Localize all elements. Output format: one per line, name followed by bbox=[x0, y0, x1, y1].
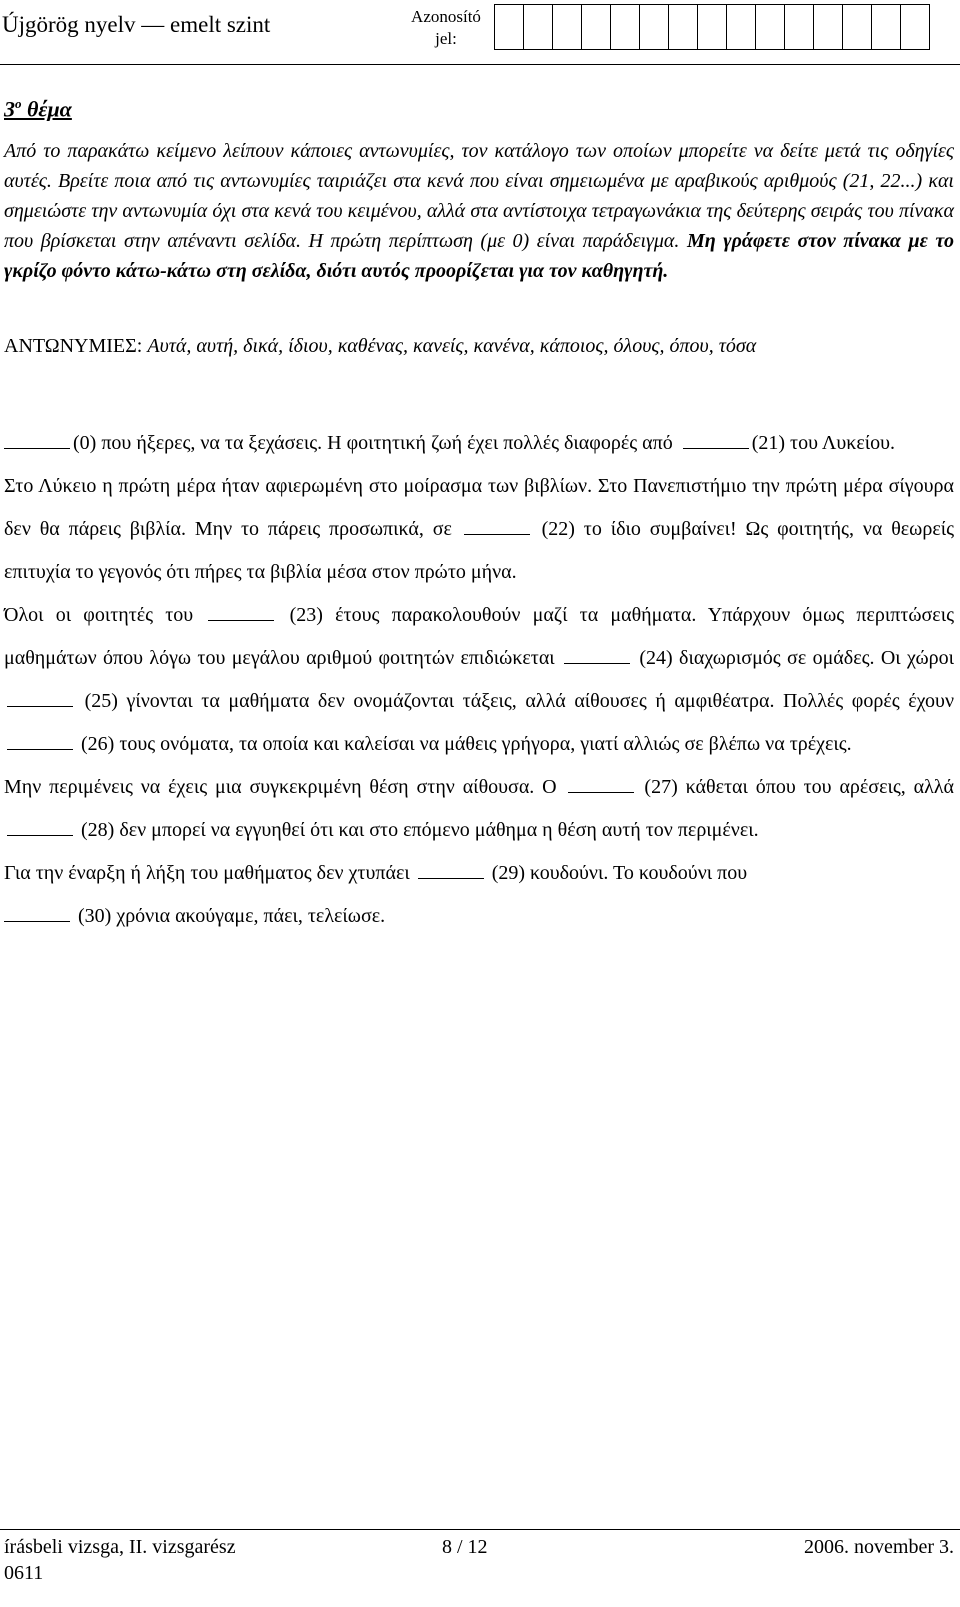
passage-text: (28) δεν μπορεί να εγγυηθεί ότι και στο επόμενο μάθημα η θέση αυτή τον περιμένει. bbox=[81, 819, 759, 841]
passage-text: (24) διαχωρισμός σε ομάδες. Οι χώροι bbox=[639, 647, 954, 669]
passage-text: (26) τους ονόματα, τα οποία και καλείσαι να μάθεις γρήγορα, γιατί αλλιώς σε βλέπω να τρέχεις. bbox=[81, 733, 852, 755]
section-number: 3 bbox=[4, 96, 15, 122]
passage-text: (22) το ίδιο συμβαίνει! Ως φοιτητής, να θεωρείς επιτυχία το γεγονός ότι πήρες τα βιβλία μέσα στον πρώτο μήνα. bbox=[4, 518, 955, 583]
id-box bbox=[726, 4, 756, 50]
passage-text: (27) κάθεται όπου του αρέσεις, αλλά bbox=[644, 776, 955, 798]
id-box bbox=[900, 4, 930, 50]
id-box bbox=[581, 4, 611, 50]
passage-text: Μην περιμένεις να έχεις μια συγκεκριμένη θέση στην αίθουσα. Ο bbox=[4, 776, 557, 798]
blank-line bbox=[7, 686, 73, 707]
passage-text: (30) χρόνια ακούγαμε, πάει, τελείωσε. bbox=[78, 905, 386, 927]
passage-text: (29) κουδούνι. Το κουδούνι που bbox=[491, 862, 748, 884]
instructions-bold-note: Μη γράφετε στον πίνακα με το γκρίζο φόντο κάτω-κάτω στη σελίδα, διότι αυτός προορίζεται για τον καθηγητή. bbox=[4, 230, 955, 282]
blank-line bbox=[564, 643, 630, 664]
passage bbox=[4, 422, 954, 938]
blank-line bbox=[7, 815, 73, 836]
passage-paragraph bbox=[4, 766, 954, 852]
instructions bbox=[4, 136, 954, 286]
id-box bbox=[784, 4, 814, 50]
exam-date: 2006. november 3. bbox=[804, 1536, 954, 1558]
pronoun-list-label: ΑΝΤΩΝΥΜΙΕΣ: bbox=[4, 335, 143, 357]
id-box bbox=[697, 4, 727, 50]
blank-line bbox=[418, 858, 484, 879]
footer-exam-part: írásbeli vizsga, II. vizsgarész bbox=[4, 1536, 236, 1558]
blank-line bbox=[7, 729, 73, 750]
header-divider bbox=[0, 64, 960, 65]
blank-line bbox=[568, 772, 634, 793]
passage-text: Όλοι οι φοιτητές του bbox=[4, 604, 194, 626]
passage-text: (25) γίνονται τα μαθήματα δεν ονομάζονται τάξεις, αλλά αίθουσες ή αμφιθέατρα. Πολλές φορές έχουν bbox=[84, 690, 955, 712]
passage-text: (0) που ήξερες, να τα ξεχάσεις. Η φοιτητική ζωή έχει πολλές διαφορές από bbox=[73, 432, 673, 454]
passage-text: (21) του Λυκείου. bbox=[751, 432, 896, 454]
id-boxes bbox=[494, 4, 929, 50]
blank-line bbox=[683, 428, 749, 449]
pronoun-list-items: Αυτά, αυτή, δικά, ίδιου, καθένας, κανείς, κανένα, κάποιος, όλους, όπου, τόσα bbox=[147, 335, 757, 357]
passage-text: Στο Λύκειο η πρώτη μέρα ήταν αφιερωμένη στο μοίρασμα των βιβλίων. Στο Πανεπιστήμιο την πρώτη μέρα σίγουρα δεν θα πάρεις βιβλία. Μην το πάρεις προσωπικά, σε bbox=[4, 475, 954, 540]
blank-line bbox=[464, 514, 530, 535]
section-superscript: ο bbox=[15, 96, 22, 111]
id-box bbox=[668, 4, 698, 50]
passage-text: Για την έναρξη ή λήξη του μαθήματος δεν χτυπάει bbox=[4, 862, 410, 884]
id-box bbox=[871, 4, 901, 50]
id-box bbox=[813, 4, 843, 50]
id-label: Azonosító jel: bbox=[411, 7, 481, 48]
id-box bbox=[610, 4, 640, 50]
id-box bbox=[523, 4, 553, 50]
passage-paragraph bbox=[4, 852, 954, 938]
instructions-text: Από το παρακάτω κείμενο λείπουν κάποιες αντωνυμίες, τον κατάλογο των οποίων μπορείτε να δείτε μετά τις οδηγίες αυτές. Βρείτε ποια από τις αντωνυμίες ταιριάζει στα κενά που είναι σημειωμένα με αραβικούς αριθμούς (21, 22...) και σημειώστε την αντωνυμία όχι στα κενά του κειμένου, αλλά στα αντίστοιχα τετραγωνάκια της δεύτερης σειράς του πίνακα που βρίσκεται στην απέναντι σελίδα. Η πρώτη περίπτωση (με 0) είναι παράδειγμα. bbox=[4, 140, 954, 252]
passage-paragraph bbox=[4, 422, 954, 465]
exam-title: Újgörög nyelv — emelt szint bbox=[2, 12, 271, 37]
section-title-text: θέμα bbox=[27, 96, 72, 122]
pronoun-list bbox=[4, 335, 954, 358]
blank-line bbox=[4, 901, 70, 922]
id-box bbox=[842, 4, 872, 50]
id-box bbox=[639, 4, 669, 50]
blank-line bbox=[4, 428, 70, 449]
passage-paragraph bbox=[4, 594, 954, 766]
page-number: 8 / 12 bbox=[442, 1536, 488, 1558]
id-box bbox=[755, 4, 785, 50]
passage-text: (23) έτους παρακολουθούν μαζί τα μαθήματα. Υπάρχουν όμως περιπτώσεις μαθημάτων όπου λόγω του μεγάλου αριθμού φοιτητών επιδιώκεται bbox=[4, 604, 955, 669]
section-title bbox=[4, 96, 72, 122]
id-box bbox=[494, 4, 524, 50]
exam-code: 0611 bbox=[4, 1562, 44, 1584]
page-header bbox=[0, 0, 960, 58]
footer-divider bbox=[0, 1529, 960, 1530]
blank-line bbox=[208, 600, 274, 621]
passage-paragraph bbox=[4, 465, 954, 594]
id-box bbox=[552, 4, 582, 50]
